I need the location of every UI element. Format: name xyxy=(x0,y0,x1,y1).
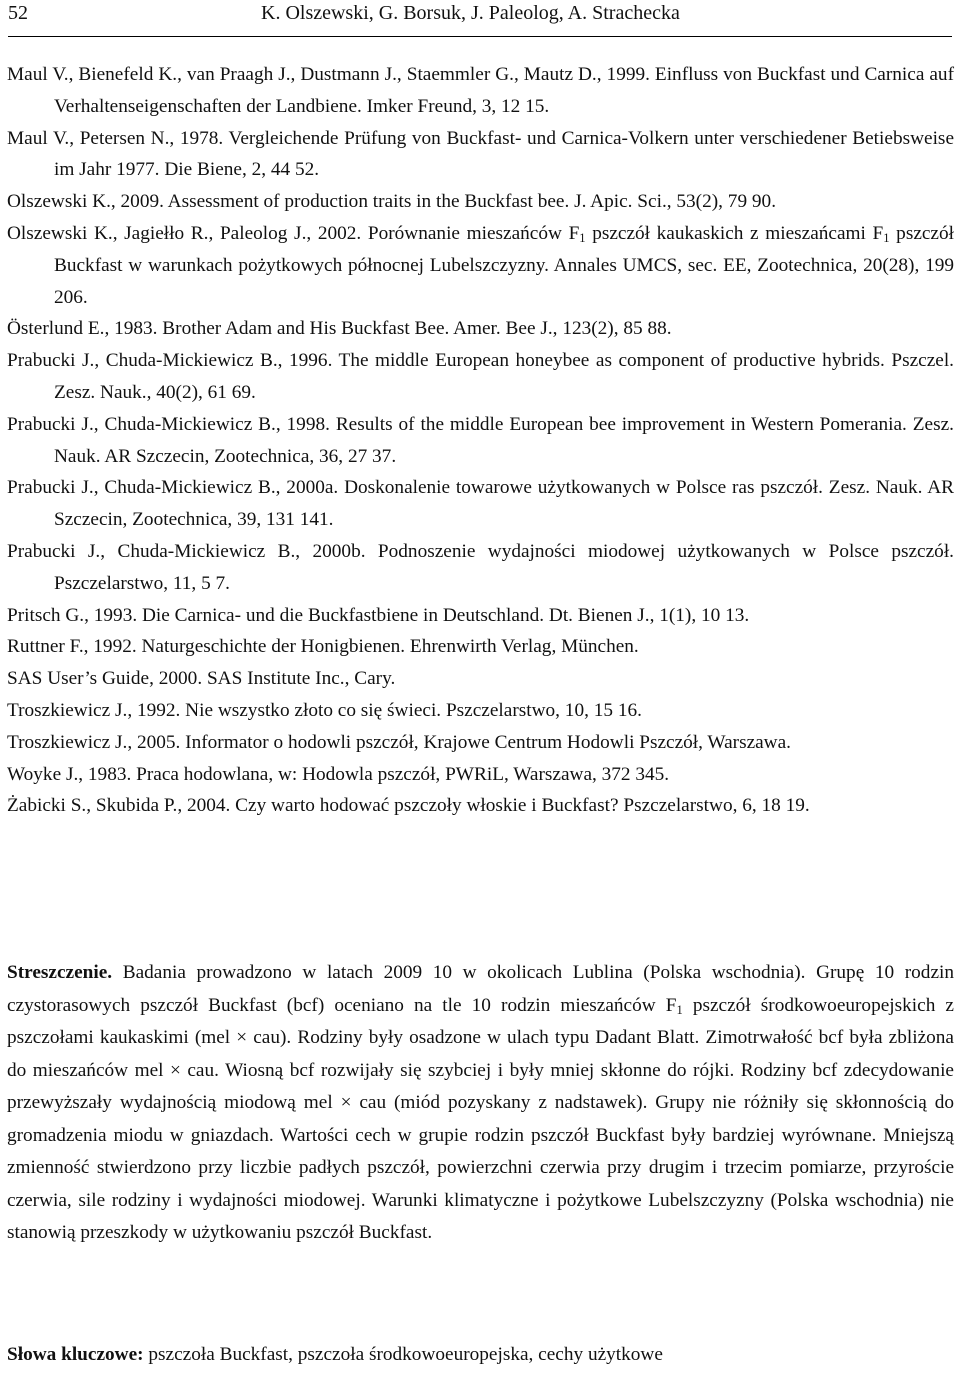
text-run: pszczół środkowoeuropejskich z pszczołami kaukaskimi (mel × cau). Rodziny były osadzone w ulach typu Dadant Blatt. Zimotrwałość bcf była zbliżona do mieszańców mel × cau. Wiosną bcf rozwijały się szybciej i były mniej skłonne do rójki. Rodziny bcf zdecydowanie przewyższały wydajnością miodową mel × cau (miód pozyskany z nadstawek). Grupy nie różniły się skłonnością do gromadzenia miodu w gniazdach. Wartości cech w grupie rodzin pszczół Buckfast były bardziej wyrównane. Mniejszą zmienność stwierdzono przy liczbie padłych pszczół, powierzchni czerwia przy drugim i trzecim pomiarze, przyroście czerwia, sile rodziny i wydajności miodowej. Warunki klimatyczne i pożytkowe Lubelszczyzny (Polska wschodnia) nie stanowią przeszkody w użytkowaniu pszczół Buckfast. xyxy=(7,994,954,1243)
text-run: SAS User’s Guide, 2000. SAS Institute Inc., Cary. xyxy=(7,668,396,690)
text-run: Maul V., Bienefeld K., van Praagh J., Dustmann J., Staemmler G., Mautz D., 1999. Einfluss von Buckfast und Carnica auf Verhaltenseigenschaften der Landbiene. Imker Freund, 3, 12 15. xyxy=(7,64,954,117)
abstract-body xyxy=(7,962,954,1243)
subscript: 1 xyxy=(676,1002,683,1017)
text-run: Troszkiewicz J., 2005. Informator o hodowli pszczół, Krajowe Centrum Hodowli Pszczół, Warszawa. xyxy=(7,731,791,753)
text-run: Troszkiewicz J., 1992. Nie wszystko złoto co się świeci. Pszczelarstwo, 10, 15 16. xyxy=(7,699,642,721)
reference-item xyxy=(7,600,954,632)
reference-item xyxy=(7,536,954,600)
reference-item xyxy=(7,727,954,759)
text-run: Żabicki S., Skubida P., 2004. Czy warto hodować pszczoły włoskie i Buckfast? Pszczelarstwo, 6, 18 19. xyxy=(7,795,810,817)
text-run: Olszewski K., 2009. Assessment of production traits in the Buckfast bee. J. Apic. Sci., 53(2), 79 90. xyxy=(7,191,777,213)
text-run: Pritsch G., 1993. Die Carnica- und die Buckfastbiene in Deutschland. Dt. Bienen J., 1(1), 10 13. xyxy=(7,604,750,626)
reference-item xyxy=(7,345,954,409)
reference-list xyxy=(7,59,954,822)
keywords-label: Słowa kluczowe: xyxy=(7,1344,144,1365)
reference-item xyxy=(7,123,954,187)
text-run: Maul V., Petersen N., 1978. Vergleichende Prüfung von Buckfast- und Carnica-Volkern unter verschiedener Betiebsweise im Jahr 1977. Die Biene, 2, 44 52. xyxy=(7,127,954,181)
abstract-label: Streszczenie. xyxy=(7,962,113,983)
running-head: K. Olszewski, G. Borsuk, J. Paleolog, A. Strachecka xyxy=(261,2,680,24)
reference-item xyxy=(7,663,954,695)
reference-item xyxy=(7,59,954,123)
text-run: pszczół kaukaskich z mieszańcami F xyxy=(585,222,884,244)
reference-item xyxy=(7,409,954,473)
subscript: 1 xyxy=(883,231,890,246)
text-run: Prabucki J., Chuda-Mickiewicz B., 1998. Results of the middle European bee improvement in Western Pomerania. Zesz. Nauk. AR Szczecin, Zootechnica, 36, 27 37. xyxy=(7,413,954,467)
text-run: Prabucki J., Chuda-Mickiewicz B., 2000a. Doskonalenie towarowe użytkowanych w Polsce ras pszczół. Zesz. Nauk. AR Szczecin, Zootechnica, 39, 131 141. xyxy=(7,477,954,531)
reference-item xyxy=(7,695,954,727)
reference-item xyxy=(7,313,954,345)
text-run: Prabucki J., Chuda-Mickiewicz B., 1996. The middle European honeybee as component of productive hybrids. Pszczel. Zesz. Nauk., 40(2), 61 69. xyxy=(7,350,954,403)
keywords xyxy=(7,1340,954,1370)
text-run: Woyke J., 1983. Praca hodowlana, w: Hodowla pszczół, PWRiL, Warszawa, 372 345. xyxy=(7,763,670,785)
text-run: Prabucki J., Chuda-Mickiewicz B., 2000b. Podnoszenie wydajności miodowej użytkowanych w Polsce pszczół. Pszczelarstwo, 11, 5 7. xyxy=(7,540,954,594)
keywords-text: pszczoła Buckfast, pszczoła środkowoeuropejska, cechy użytkowe xyxy=(143,1344,663,1365)
text-run: Badania prowadzono w latach 2009 10 w okolicach Lublina (Polska wschodnia). Grupę 10 rodzin czystorasowych pszczół Buckfast (bcf) oceniano na tle 10 rodzin mieszańców F xyxy=(7,962,954,1016)
header-rule xyxy=(8,36,952,37)
reference-item xyxy=(7,631,954,663)
reference-item xyxy=(7,790,954,822)
text-run: Ruttner F., 1992. Naturgeschichte der Honigbienen. Ehrenwirth Verlag, München. xyxy=(7,636,639,658)
page-header xyxy=(8,0,952,36)
reference-item xyxy=(7,186,954,218)
text-run: Olszewski K., Jagiełło R., Paleolog J., 2002. Porównanie mieszańców F xyxy=(7,222,580,244)
text-run: pszczół Buckfast w warunkach pożytkowych północnej Lubelszczyzny. Annales UMCS, sec. EE, Zootechnica, 20(28), 199 206. xyxy=(54,222,954,308)
page-number: 52 xyxy=(8,2,28,24)
text-run: Österlund E., 1983. Brother Adam and His Buckfast Bee. Amer. Bee J., 123(2), 85 88. xyxy=(7,318,672,340)
reference-item xyxy=(7,218,954,313)
subscript: 1 xyxy=(579,231,586,246)
reference-item xyxy=(7,472,954,536)
abstract xyxy=(7,957,954,1250)
reference-item xyxy=(7,759,954,791)
